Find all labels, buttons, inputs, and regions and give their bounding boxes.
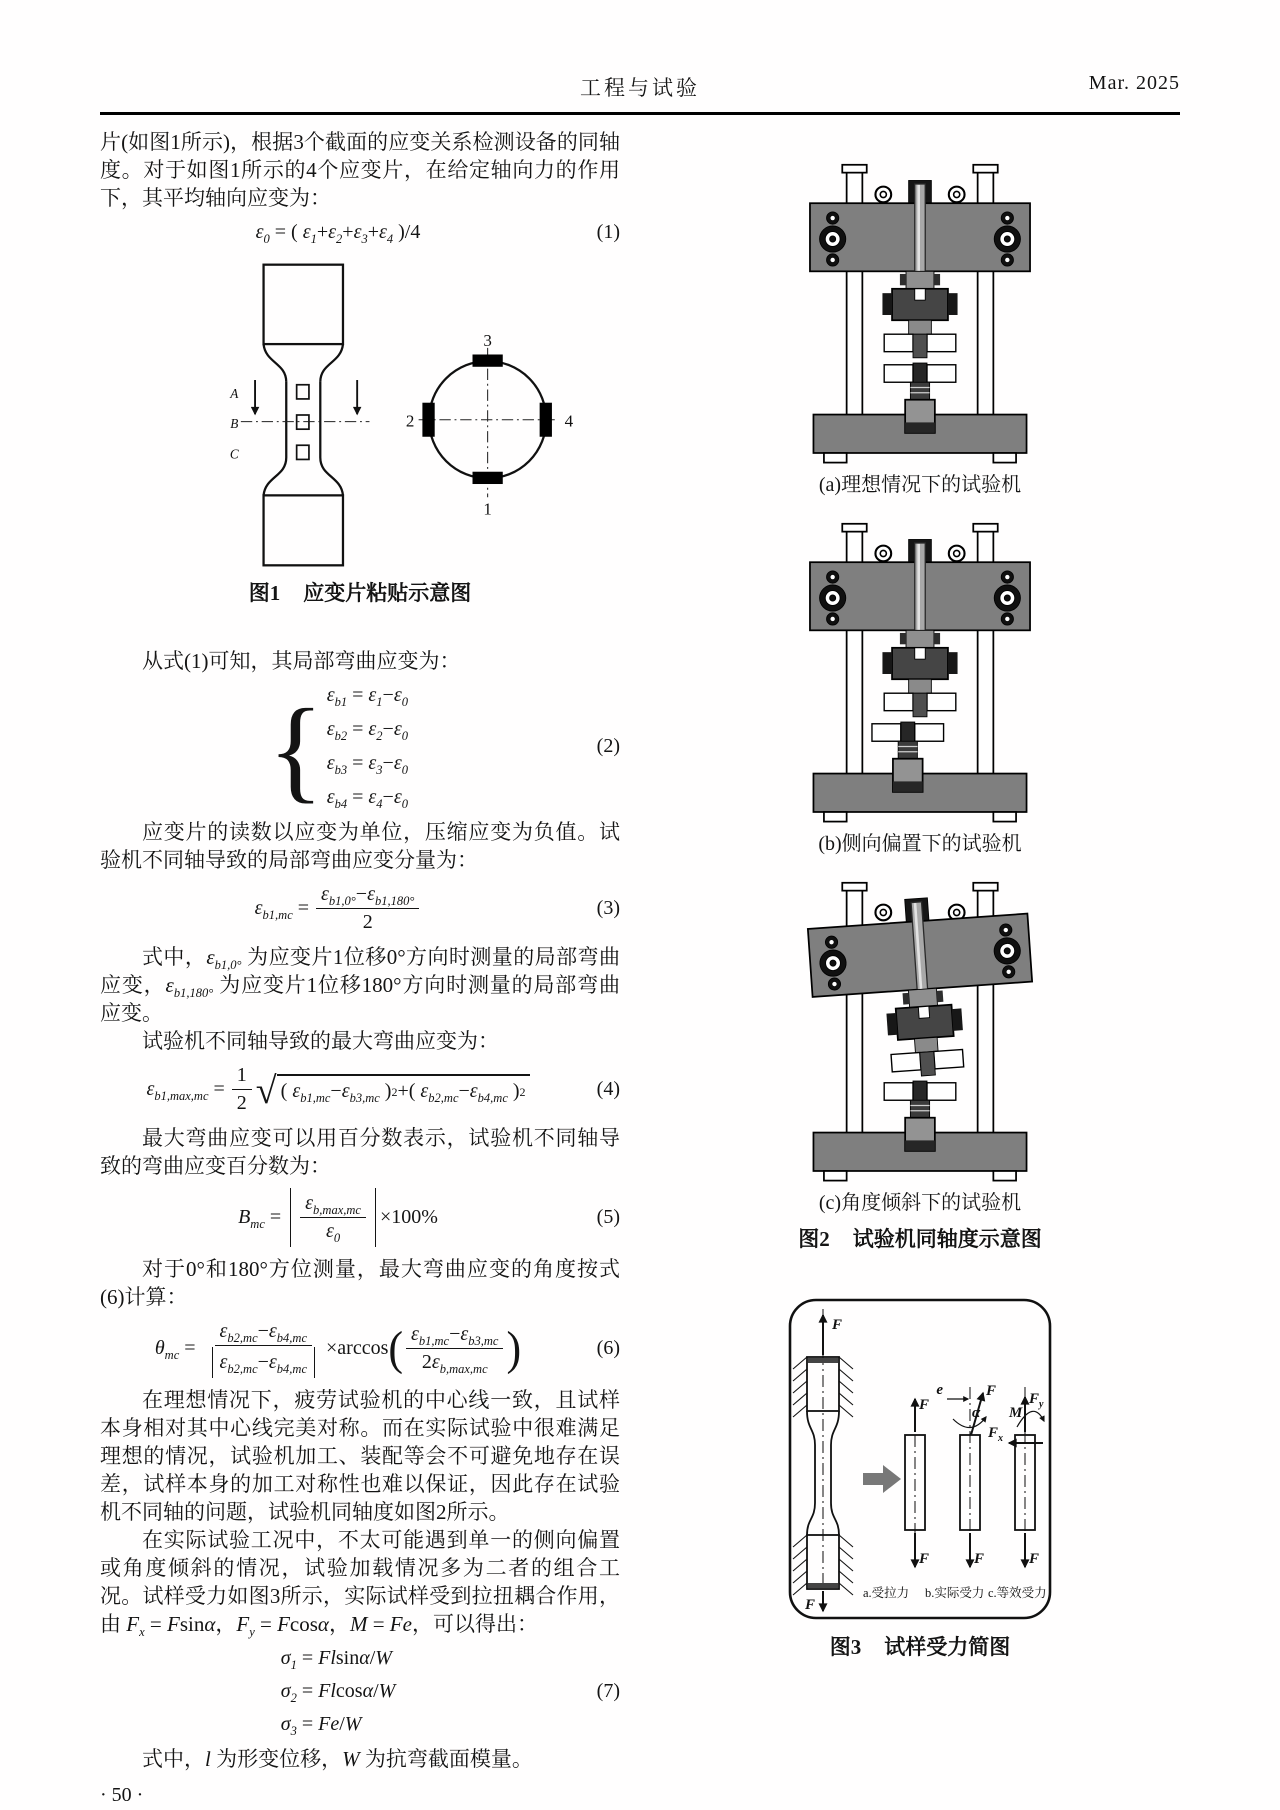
section-label-c: C <box>229 446 239 462</box>
equation-6-number: (6) <box>596 1337 620 1359</box>
figure3-force-diagram <box>785 1295 1055 1625</box>
figure2a-machine-ideal <box>789 156 1051 467</box>
gauge-pos-2 <box>422 403 434 437</box>
force-label-fx: $F_x$ <box>988 1425 1004 1444</box>
force-label-slant: F <box>986 1383 997 1399</box>
equation-6: $\theta_{mc}$ = $\varepsilon_{b2,mc}$ − $\varepsilon_{b4,mc}$ $\varepsilon_{b2,mc}$ − $\varepsilon_{b4,mc}$ ×arccos ( $\varepsilon_{b1,mc}$ − $\varepsilon_{b3,mc}$ 2 $\varepsilon_{b,max,mc}$ ) (6) <box>154 1320 620 1376</box>
figure1-strain-gauge-diagram <box>130 259 590 571</box>
figure2c-caption: (c)角度倾斜下的试验机 <box>818 1192 1022 1214</box>
figure2-caption: 图2 试验机同轴度示意图 <box>798 1227 1042 1251</box>
equation-3-number: (3) <box>596 897 620 919</box>
paragraph-eq3-note: 式中，$\varepsilon_{b1,0^\circ}$ 为应变片1位移0°方向时测量的局部弯曲应变，$\varepsilon_{b1,180^\circ}$ 为应变片1位移180°方向时测量的局部弯曲应变。 <box>100 945 620 1025</box>
force-label-bottom: F <box>805 1597 816 1613</box>
equation-4: $\varepsilon_{b1,max,mc}$ = $\frac{1}{2}$ √ ( $\varepsilon_{b1,mc}$ − $\varepsilon_{b3,mc}$ ) 2 +( $\varepsilon_{b2,mc}$ − $\varepsilon_{b4,mc}$ ) 2 (4) <box>146 1064 620 1114</box>
left-column <box>100 128 620 1809</box>
bar-a-tension <box>905 1397 929 1567</box>
gauge-pos-4 <box>540 403 552 437</box>
equation-7 <box>100 1646 620 1737</box>
gauge-number-2: 2 <box>405 411 415 431</box>
paragraph-readings: 应变片的读数以应变为单位，压缩应变为负值。试验机不同轴导致的局部弯曲应变分量为： <box>100 820 620 872</box>
journal-title: 工程与试验 <box>580 76 700 100</box>
specimen-drawing <box>229 265 369 566</box>
transform-arrow-icon <box>863 1465 901 1493</box>
angle-label-alpha: α <box>972 1405 981 1421</box>
gauge-number-4: 4 <box>564 411 574 431</box>
gauge-pos-1 <box>473 472 503 484</box>
offset-label-e: e <box>936 1382 943 1398</box>
bar-b-actual <box>936 1382 996 1567</box>
equation-1-number: (1) <box>596 221 620 243</box>
figure3-caption: 图3 试样受力简图 <box>829 1635 1011 1659</box>
equation-7-row3: $\sigma_3$ = F e / W <box>280 1713 362 1738</box>
page-number: · 50 · <box>100 1784 144 1806</box>
svg-text:F: F <box>974 1551 985 1567</box>
moment-label-m: M <box>1009 1405 1023 1421</box>
equation-2: { $\varepsilon_{b1}$ = $\varepsilon_1$ − $\varepsilon_0$ $\varepsilon_{b2}$ = $\varepsilon_2$ − $\varepsilon_0$ $\varepsilon_{b3}$ = $\varepsilon_3$ − $\varepsilon_0$ $\varepsilon_{b4}$ = $\varepsilon_4$ − $\varepsilon_0$ (2) <box>268 684 620 814</box>
legend-b: b.实际受力 <box>925 1586 985 1600</box>
paragraph-eq2-lead: 从式(1)可知，其局部弯曲应变为： <box>142 649 461 673</box>
svg-text:F: F <box>919 1397 930 1413</box>
gauge-circle-diagram <box>406 331 574 518</box>
legend-c: c.等效受力 <box>988 1586 1047 1600</box>
equation-5: $B_{mc}$ = $\frac{\varepsilon_{b,max,mc}}{\varepsilon_0}$ ×100% (5) <box>100 1188 620 1247</box>
figure3-block <box>660 1295 1180 1661</box>
figure2a-caption: (a)理想情况下的试验机 <box>818 474 1022 496</box>
header-rule <box>100 112 1180 115</box>
equation-5-number: (5) <box>596 1206 620 1228</box>
gauge-number-1: 1 <box>483 499 492 519</box>
paragraph-percent-lead: 最大弯曲应变可以用百分数表示，试验机不同轴导致的弯曲应变百分数为： <box>100 1126 620 1178</box>
paragraph-angle-lead: 对于0°和180°方位测量，最大弯曲应变的角度按式(6)计算： <box>100 1257 620 1309</box>
equation-4-number: (4) <box>596 1078 620 1100</box>
paragraph-eq7-note: 式中，l 为形变位移，W 为抗弯截面模量。 <box>142 1747 533 1771</box>
paragraph-actual-case: 在实际试验工况中，不太可能遇到单一的侧向偏置或角度倾斜的情况，试验加载情况多为二者的组合工况。试样受力如图3所示，实际试样受到拉扭耦合作用，由 $F_x = Fsin\alpha$，$F_y = Fcos\alpha$，M = Fe，可以得出： <box>100 1528 620 1640</box>
strain-gauge-a <box>297 385 309 399</box>
figure2b-caption: (b)侧向偏置下的试验机 <box>818 833 1022 855</box>
svg-text:F: F <box>1029 1551 1040 1567</box>
figure2c-machine-tilted <box>789 874 1051 1185</box>
paragraph-ideal-case: 在理想情况下，疲劳试验机的中心线一致，且试样本身相对其中心线完美对称。而在实际试验中很难满足理想的情况，试验机加工、装配等会不可避免地存在误差，试样本身的加工对称性也难以保证，因此存在试验机不同轴的问题，试验机同轴度如图2所示。 <box>100 1388 620 1524</box>
equation-2-number: (2) <box>596 735 620 757</box>
svg-text:F: F <box>919 1551 930 1567</box>
gripped-specimen <box>793 1309 853 1613</box>
bar-c-equivalent <box>987 1387 1044 1567</box>
equation-7-row2: $\sigma_2$ = F l cos α / W <box>280 1680 396 1705</box>
paragraph-max-bending-lead: 试验机不同轴导致的最大弯曲应变为： <box>142 1029 499 1053</box>
section-label-b: B <box>230 416 239 432</box>
figure1-caption: 图1 应变片粘贴示意图 <box>248 581 472 605</box>
issue-date: Mar. 2025 <box>1088 72 1180 94</box>
paragraph-intro: 片(如图1所示)，根据3个截面的应变关系检测设备的同轴度。对于如图1所示的4个应变片，在给定轴向力的作用下，其平均轴向应变为： <box>100 130 620 210</box>
right-column <box>660 128 1180 1661</box>
section-label-a: A <box>230 385 239 401</box>
strain-gauge-c <box>297 445 309 459</box>
force-label-top: F <box>832 1317 843 1333</box>
gauge-pos-3 <box>473 354 503 366</box>
legend-a: a.受拉力 <box>863 1586 910 1600</box>
equation-7-row1: $\sigma_1$ = F l sin α / W <box>280 1647 392 1672</box>
equation-7-number: (7) <box>596 1680 620 1702</box>
equation-3: $\varepsilon_{b1,mc}$ = $\varepsilon_{b1,0^\circ}$ − $\varepsilon_{b1,180^\circ}$ 2 (3) <box>254 883 620 933</box>
figure2b-machine-lateral-offset <box>789 515 1051 826</box>
force-label-fy: $F_y$ <box>1029 1391 1044 1410</box>
equation-1: $\varepsilon_0$ = ( $\varepsilon_1$ + $\varepsilon_2$ + $\varepsilon_3$ + $\varepsilon_4$ )/4 (1) <box>255 221 620 246</box>
gauge-number-3: 3 <box>483 330 492 350</box>
